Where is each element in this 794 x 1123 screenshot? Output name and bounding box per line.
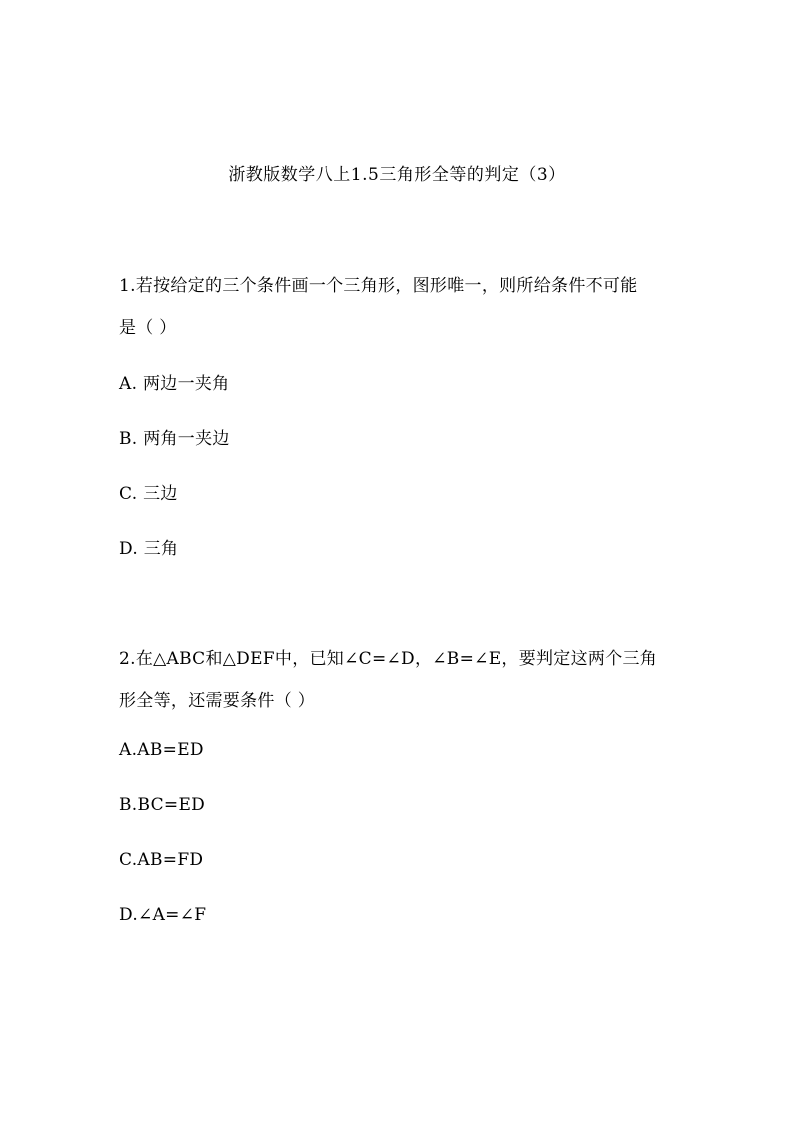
question-2-stem-line-1: 2.在△ABC和△DEF中，已知∠C=∠D，∠B=∠E，要判定这两个三角 bbox=[119, 649, 658, 669]
question-1-option-c: C. 三边 bbox=[119, 484, 178, 504]
question-2-stem-line-2: 形全等，还需要条件（ ） bbox=[119, 691, 316, 711]
question-1-option-a: A. 两边一夹角 bbox=[119, 374, 230, 394]
document-title: 浙教版数学八上1.5三角形全等的判定（3） bbox=[228, 165, 566, 185]
question-2-option-a: A.AB=ED bbox=[119, 740, 204, 760]
question-1-option-b: B. 两角一夹边 bbox=[119, 429, 230, 449]
question-1-stem-line-2: 是（ ） bbox=[119, 318, 177, 338]
question-2-option-d: D.∠A=∠F bbox=[119, 905, 207, 925]
question-2-option-b: B.BC=ED bbox=[119, 795, 206, 815]
question-2-option-c: C.AB=FD bbox=[119, 850, 204, 870]
question-1-stem-line-1: 1.若按给定的三个条件画一个三角形，图形唯一，则所给条件不可能 bbox=[119, 276, 638, 296]
question-1-option-d: D. 三角 bbox=[119, 539, 179, 559]
